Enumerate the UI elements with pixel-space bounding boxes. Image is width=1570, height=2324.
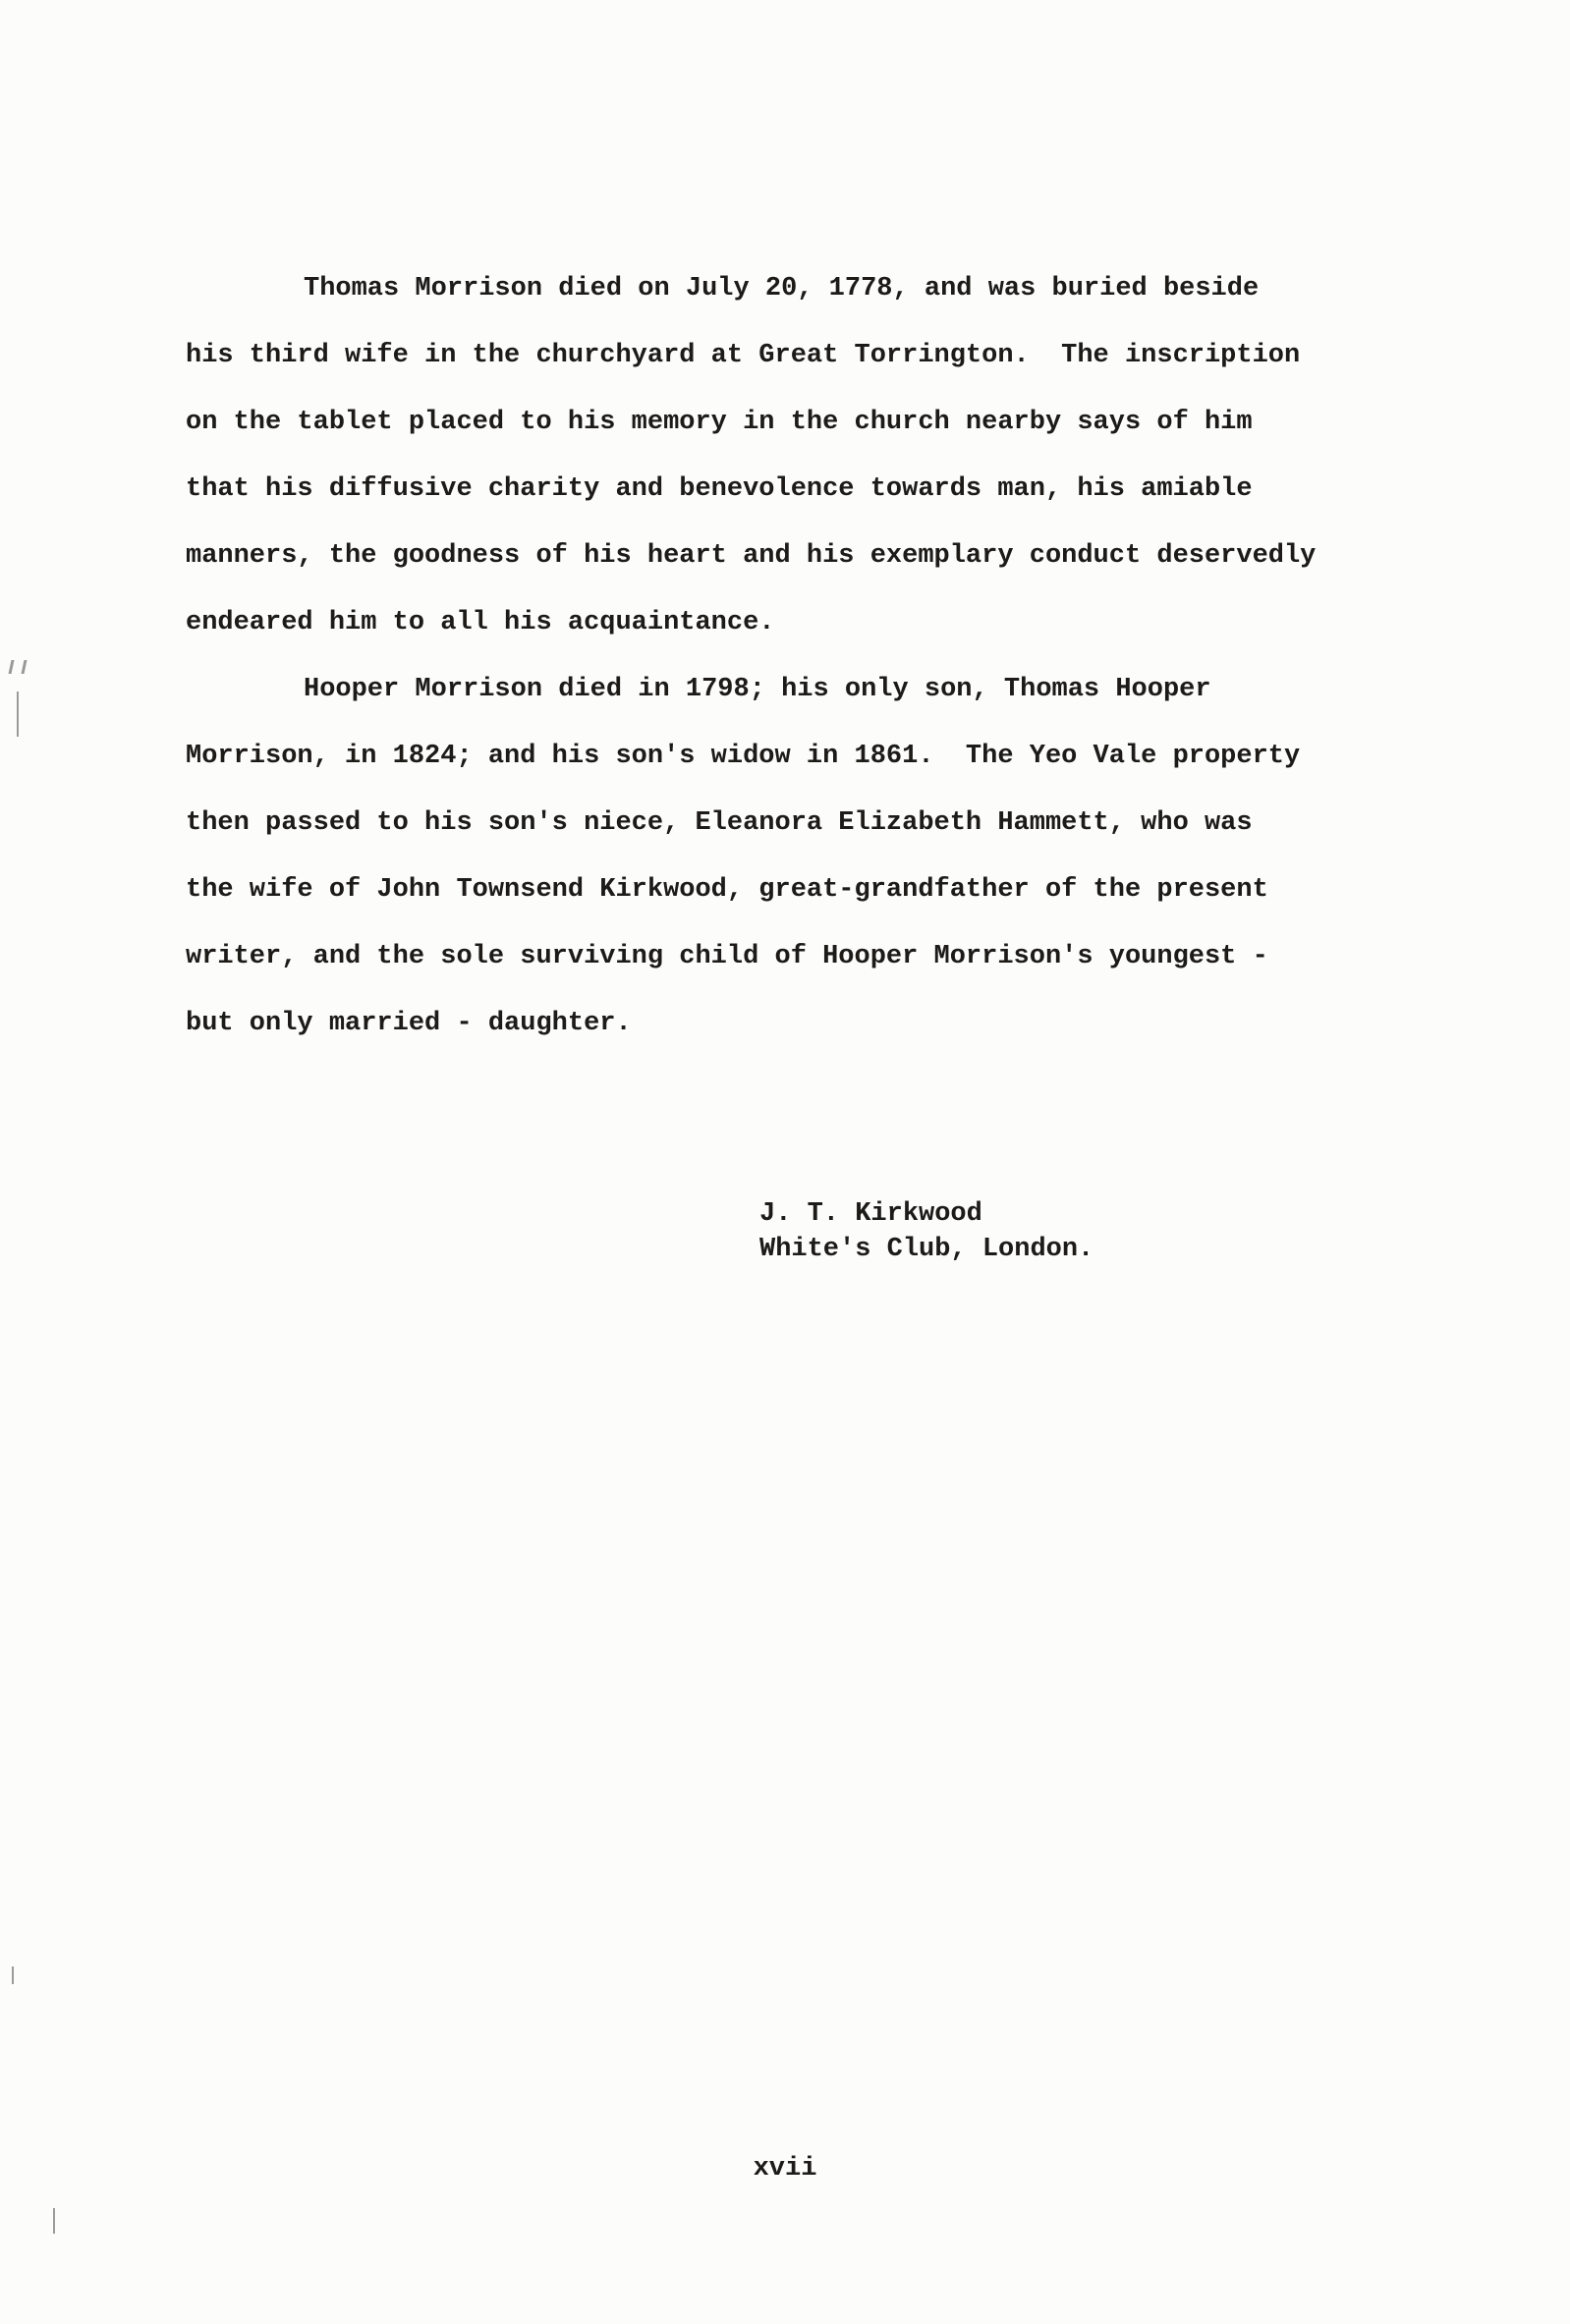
signature-block xyxy=(759,1196,1093,1267)
text-line: Thomas Morrison died on July 20, 1778, and was buried beside xyxy=(304,274,1260,304)
page-number: xvii xyxy=(753,2154,817,2184)
scan-artifact xyxy=(17,692,19,737)
text-line: endeared him to all his acquaintance. xyxy=(186,608,775,637)
text-line: then passed to his son's niece, Eleanora Elizabeth Hammett, who was xyxy=(186,808,1253,838)
text-line: Morrison, in 1824; and his son's widow in 1861. The Yeo Vale property xyxy=(186,742,1301,771)
paragraph-2 xyxy=(186,656,1384,1057)
signature-name: J. T. Kirkwood xyxy=(759,1199,982,1229)
text-line: his third wife in the churchyard at Great Torrington. The inscription xyxy=(186,341,1301,370)
text-line: the wife of John Townsend Kirkwood, great-grandfather of the present xyxy=(186,875,1268,905)
text-line: that his diffusive charity and benevolence towards man, his amiable xyxy=(186,474,1253,504)
scan-artifact xyxy=(9,660,28,674)
text-line: Hooper Morrison died in 1798; his only son, Thomas Hooper xyxy=(304,675,1211,704)
paragraph-1 xyxy=(186,255,1384,656)
scan-artifact xyxy=(12,1966,14,1984)
scan-artifact xyxy=(53,2208,55,2234)
signature-address: White's Club, London. xyxy=(759,1235,1094,1264)
text-line: but only married - daughter. xyxy=(186,1009,632,1038)
text-line: manners, the goodness of his heart and his exemplary conduct deservedly xyxy=(186,541,1317,571)
text-line: writer, and the sole surviving child of Hooper Morrison's youngest - xyxy=(186,942,1268,971)
letter-body xyxy=(186,255,1384,1057)
text-line: on the tablet placed to his memory in the church nearby says of him xyxy=(186,408,1253,437)
